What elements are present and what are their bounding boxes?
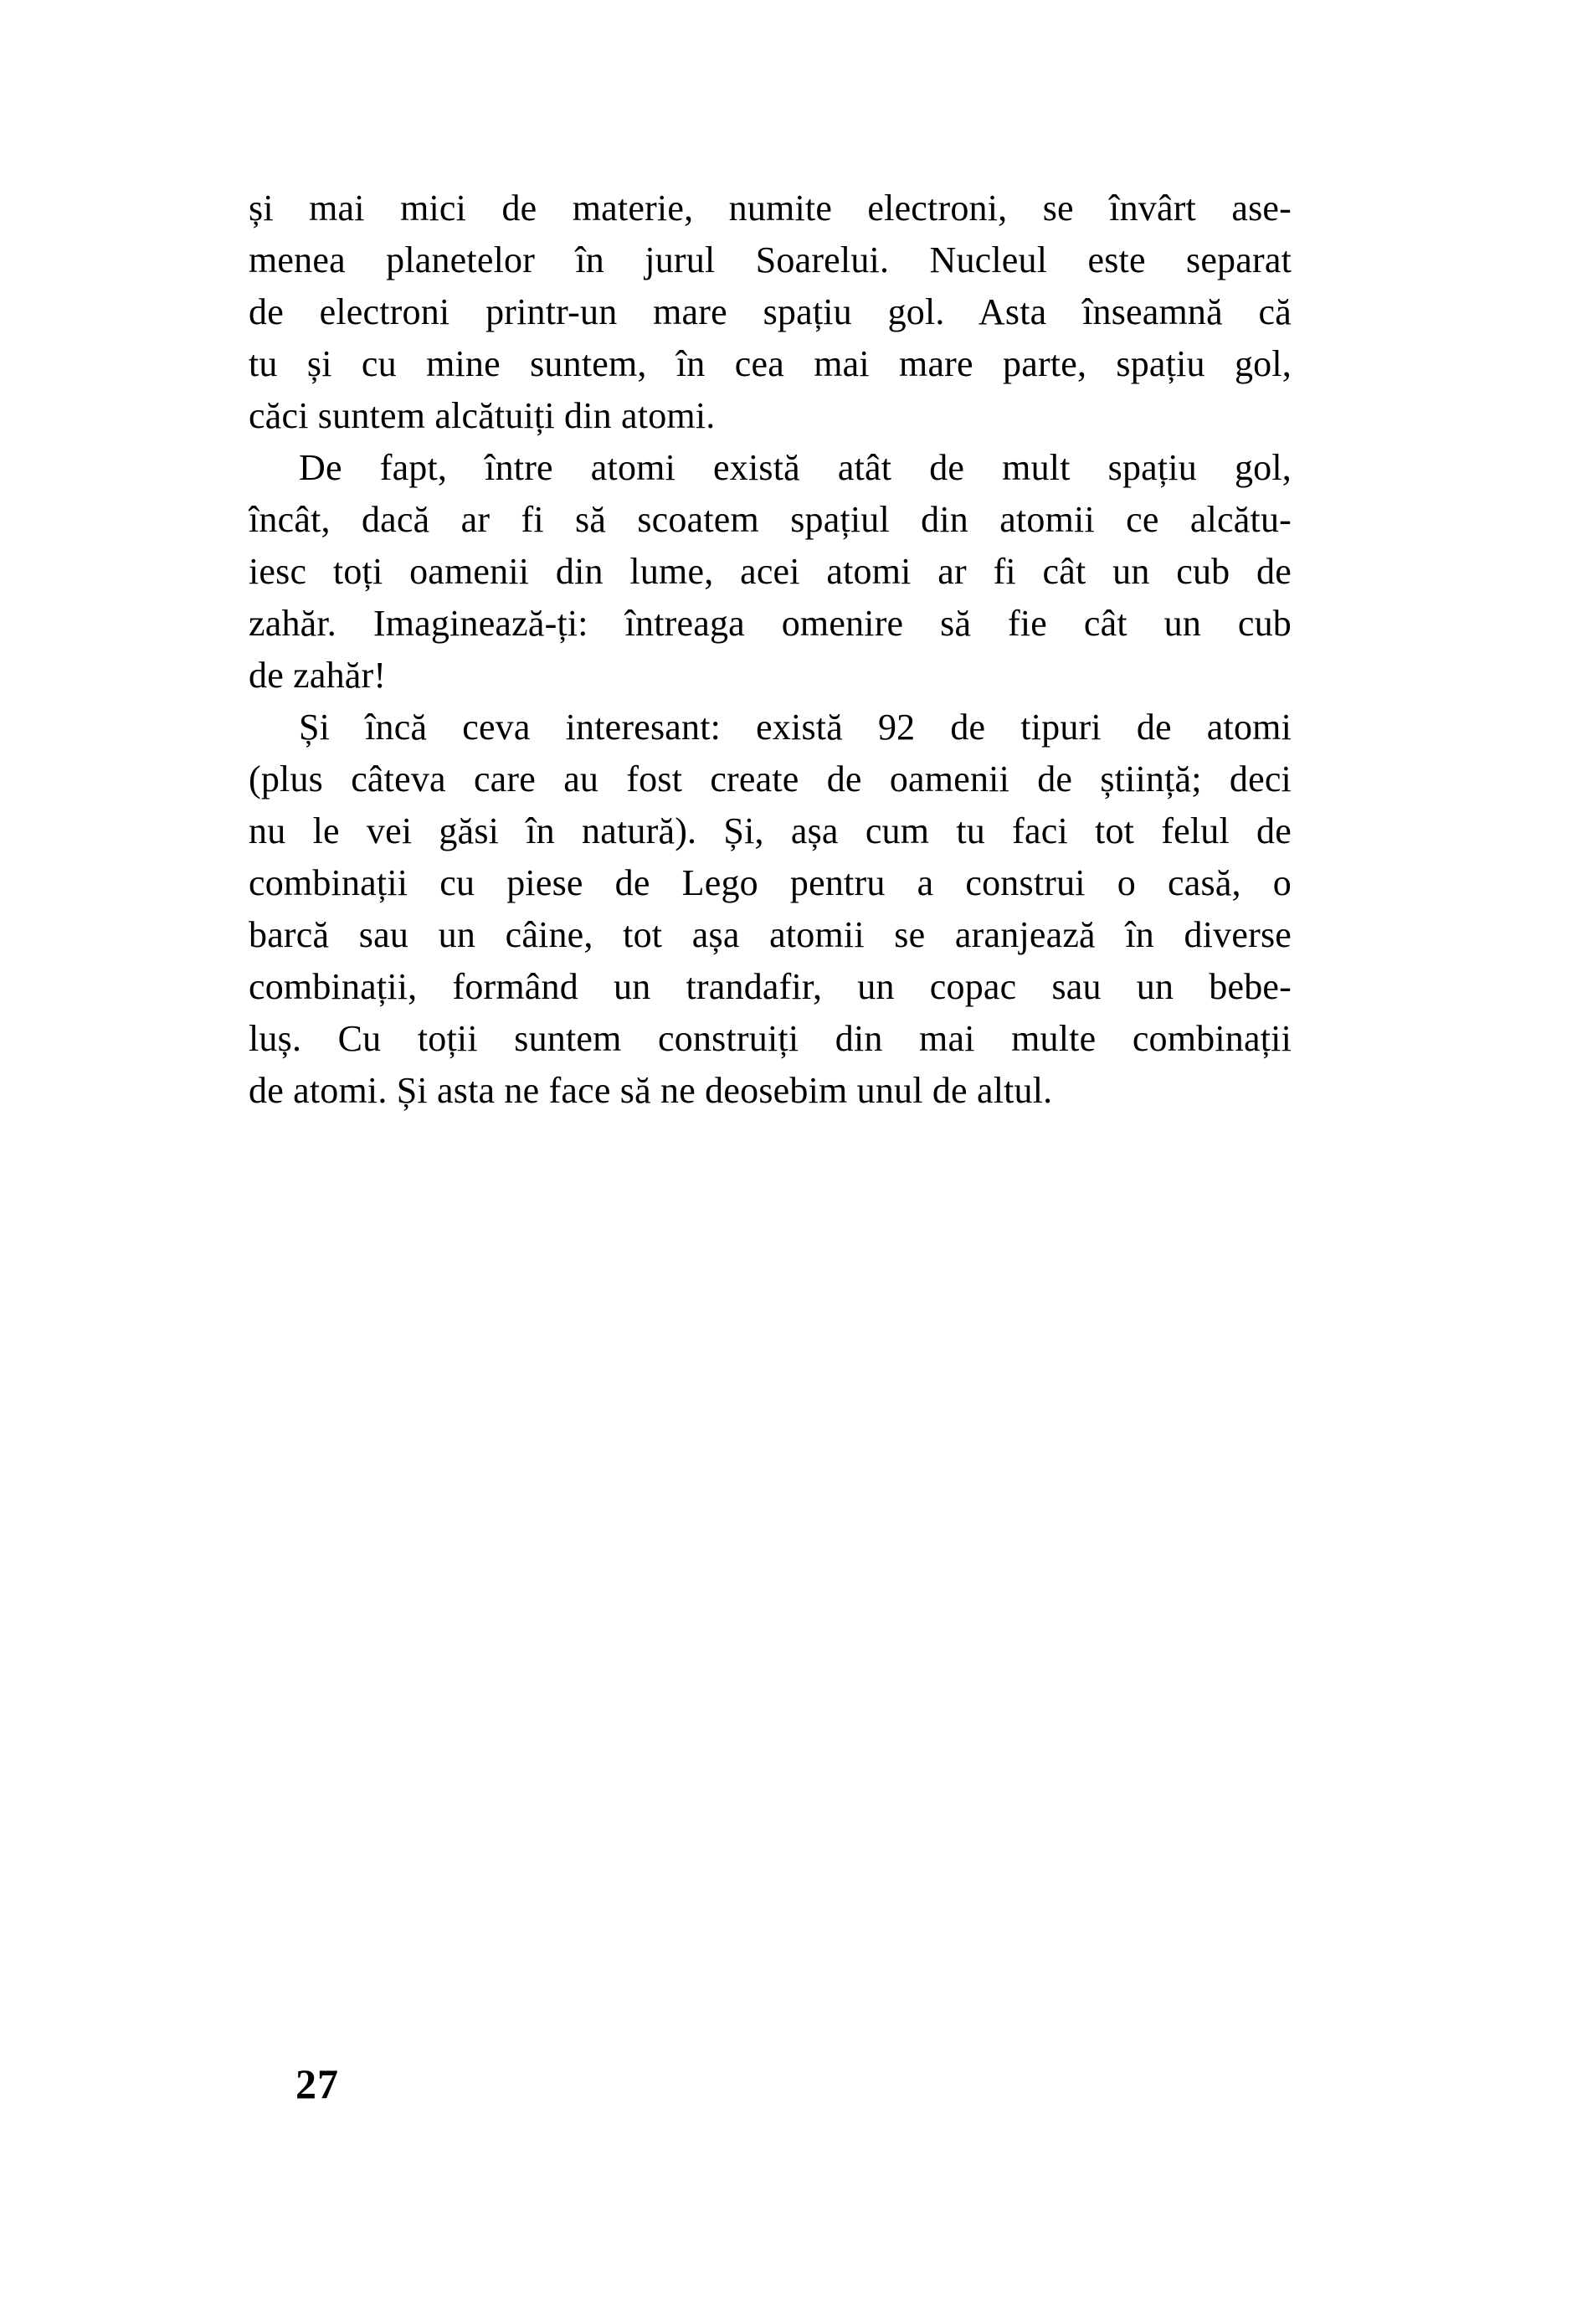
text-line: combinații, formând un trandafir, un copac sau un bebe- [249,966,1292,1007]
paragraph [249,183,1292,442]
text-line: de electroni printr-un mare spațiu gol. Asta înseamnă că [249,291,1292,332]
page-number: 27 [295,2060,339,2107]
paragraph [249,702,1292,1117]
text-line: tu și cu mine suntem, în cea mai mare parte, spațiu gol, [249,343,1292,384]
text-line: căci suntem alcătuiți din atomi. [249,395,716,436]
text-line: de atomi. Și asta ne face să ne deosebim unul de altul. [249,1070,1053,1111]
text-line: menea planetelor în jurul Soarelui. Nucleul este separat [249,239,1292,280]
text-line: Și încă ceva interesant: există 92 de tipuri de atomi [299,707,1292,748]
text-line: nu le vei găsi în natură). Și, așa cum tu faci tot felul de [249,810,1292,851]
text-line: iesc toți oamenii din lume, acei atomi ar fi cât un cub de [249,551,1292,592]
text-line: combinații cu piese de Lego pentru a construi o casă, o [249,862,1292,903]
text-line: luș. Cu toții suntem construiți din mai multe combinații [249,1018,1292,1059]
text-line: și mai mici de materie, numite electroni, se învârt ase- [249,188,1292,229]
text-line: (plus câteva care au fost create de oamenii de știință; deci [249,758,1292,800]
text-line: zahăr. Imaginează-ți: întreaga omenire să fie cât un cub [249,603,1292,644]
text-line: încât, dacă ar fi să scoatem spațiul din atomii ce alcătu- [249,499,1292,540]
text-line: De fapt, între atomi există atât de mult spațiu gol, [299,447,1292,488]
text-line: barcă sau un câine, tot așa atomii se aranjează în diverse [249,914,1292,955]
body-text [249,183,1292,1117]
paragraph [249,442,1292,702]
text-line: de zahăr! [249,655,387,696]
